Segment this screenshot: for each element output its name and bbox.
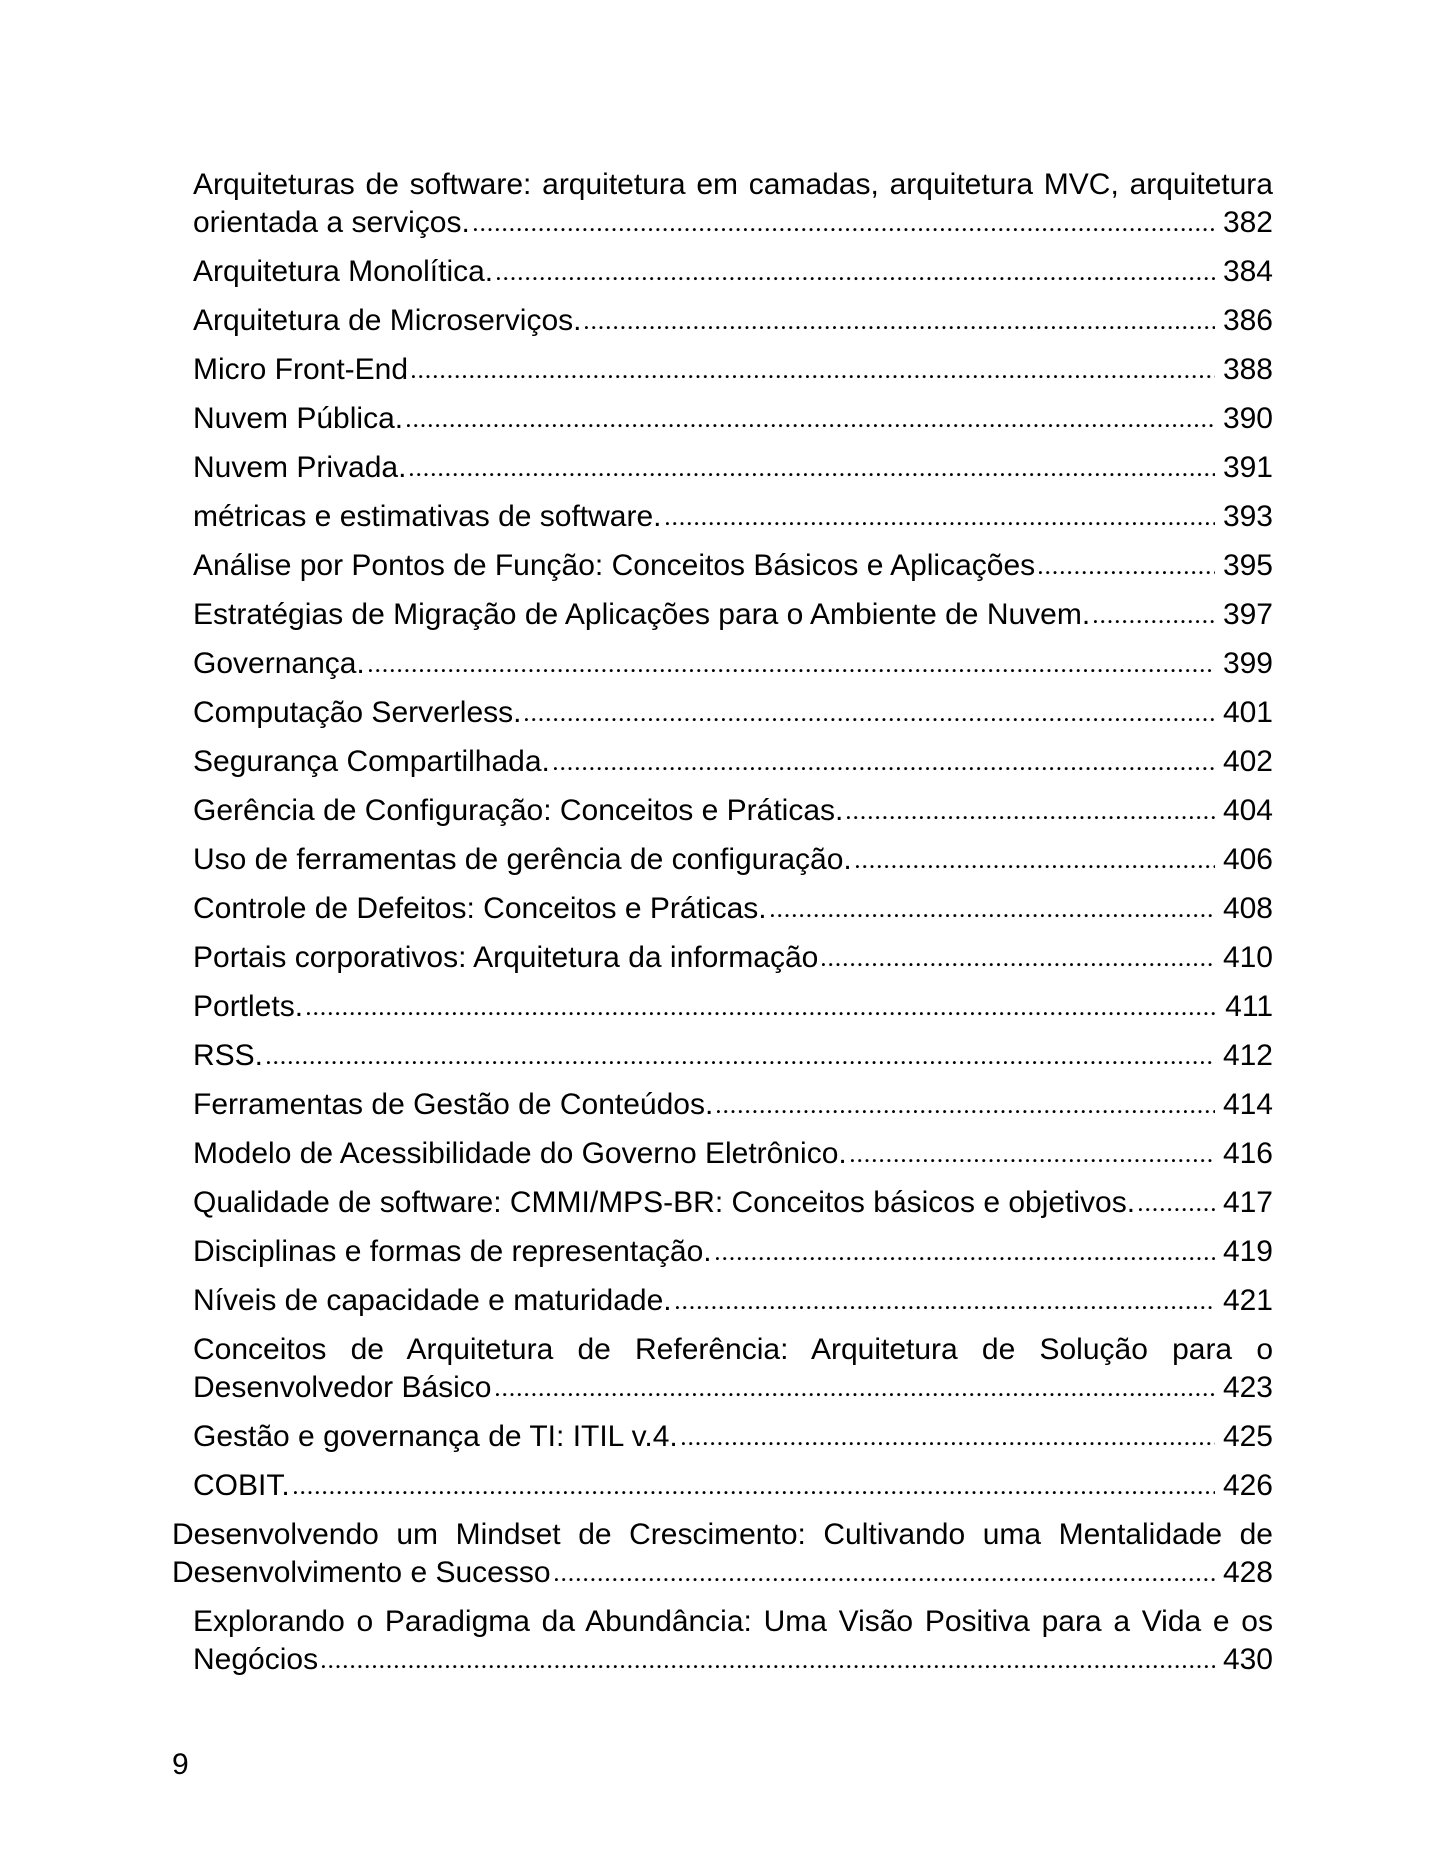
dot-leader [666,521,1215,526]
dot-leader [555,1577,1215,1582]
toc-entry-page-number: 426 [1222,1469,1273,1502]
toc-entry[interactable] [193,988,1273,1026]
toc-entry-last-line [193,498,1273,536]
toc-entry-title: Portais corporativos: Arquitetura da informação [193,941,819,974]
dot-leader [1094,619,1215,624]
toc-entry-last-line [193,547,1273,585]
toc-entry[interactable] [193,694,1273,732]
toc-entry-title: RSS. [193,1039,264,1072]
dot-leader [676,1305,1215,1310]
toc-entry-title: Desenvolvedor Básico [193,1371,492,1404]
table-of-contents [172,166,1273,1690]
dot-leader [851,1158,1215,1163]
dot-leader [771,913,1215,918]
toc-entry[interactable] [193,547,1273,585]
toc-entry[interactable] [193,302,1273,340]
toc-entry[interactable] [172,1516,1273,1592]
toc-entry-title: orientada a serviços. [193,206,470,239]
toc-entry-last-line [193,694,1273,732]
toc-entry-last-line [193,1369,1273,1407]
toc-entry-title: Micro Front-End [193,353,409,386]
toc-entry-page-number: 393 [1222,500,1273,533]
toc-entry-title: Uso de ferramentas de gerência de configuração. [193,843,852,876]
toc-entry-last-line [193,1037,1273,1075]
toc-entry-page-number: 402 [1222,745,1273,778]
toc-entry-last-line [193,1086,1273,1124]
toc-entry-title: métricas e estimativas de software. [193,500,662,533]
dot-leader [1139,1207,1215,1212]
toc-entry[interactable] [193,890,1273,928]
toc-entry-last-line [193,1135,1273,1173]
dot-leader [474,227,1215,232]
toc-entry[interactable] [193,400,1273,438]
dot-leader [407,423,1215,428]
toc-entry[interactable] [193,645,1273,683]
toc-entry[interactable] [193,792,1273,830]
toc-entry-page-number: 395 [1222,549,1273,582]
toc-entry-page-number: 421 [1222,1284,1273,1317]
toc-entry-title: Nuvem Pública. [193,402,404,435]
toc-entry-page-number: 412 [1222,1039,1273,1072]
toc-entry[interactable] [193,253,1273,291]
toc-entry-last-line [193,449,1273,487]
toc-entry-page-number: 423 [1222,1371,1273,1404]
toc-entry[interactable] [193,939,1273,977]
toc-entry-title: Disciplinas e formas de representação. [193,1235,712,1268]
dot-leader [369,668,1215,673]
toc-entry-page-number: 384 [1222,255,1273,288]
toc-entry[interactable] [193,449,1273,487]
toc-entry-page-number: 399 [1222,647,1273,680]
toc-entry-last-line [193,302,1273,340]
toc-entry[interactable] [193,1184,1273,1222]
toc-entry[interactable] [193,166,1273,242]
toc-entry[interactable] [193,1331,1273,1407]
toc-entry-page-number: 410 [1222,941,1273,974]
toc-entry[interactable] [193,1467,1273,1505]
toc-entry-last-line [193,1418,1273,1456]
toc-entry-page-number: 401 [1222,696,1273,729]
toc-entry-page-number: 404 [1222,794,1273,827]
toc-entry-page-number: 406 [1222,843,1273,876]
toc-entry-title: Análise por Pontos de Função: Conceitos Básicos e Aplicações [193,549,1036,582]
toc-entry-wrapped-line: Arquiteturas de software: arquitetura em camadas, arquitetura MVC, arquitetura [193,168,1273,201]
dot-leader [267,1060,1215,1065]
toc-entry-page-number: 382 [1222,206,1273,239]
toc-entry[interactable] [193,1135,1273,1173]
toc-entry-wrapped-line: Explorando o Paradigma da Abundância: Uma Visão Positiva para a Vida e os [193,1605,1273,1638]
toc-entry-last-line [193,890,1273,928]
toc-entry-title: Arquitetura Monolítica. [193,255,494,288]
toc-entry-page-number: 408 [1222,892,1273,925]
toc-entry-page-number: 425 [1222,1420,1273,1453]
toc-entry[interactable] [193,1418,1273,1456]
toc-entry-title: Estratégias de Migração de Aplicações para o Ambiente de Nuvem. [193,598,1091,631]
toc-entry[interactable] [193,1282,1273,1320]
toc-entry-wrapped-line: Conceitos de Arquitetura de Referência: Arquitetura de Solução para o [193,1333,1273,1366]
dot-leader [497,276,1215,281]
toc-entry[interactable] [193,351,1273,389]
toc-entry-page-number: 430 [1222,1643,1273,1676]
toc-entry-title: Modelo de Acessibilidade do Governo Eletrônico. [193,1137,847,1170]
dot-leader [307,1011,1217,1016]
dot-leader [717,1109,1215,1114]
toc-entry-last-line [193,1184,1273,1222]
toc-entry-last-line [193,1467,1273,1505]
toc-entry-page-number: 397 [1222,598,1273,631]
dot-leader [525,717,1214,722]
toc-entry-title: Gestão e governança de TI: ITIL v.4. [193,1420,678,1453]
toc-entry-last-line [193,204,1273,242]
toc-entry-title: Nuvem Privada. [193,451,407,484]
dot-leader [322,1664,1215,1669]
toc-entry-title: Qualidade de software: CMMI/MPS-BR: Conceitos básicos e objetivos. [193,1186,1136,1219]
toc-entry-last-line [193,743,1273,781]
toc-entry-page-number: 414 [1222,1088,1273,1121]
toc-entry-page-number: 417 [1222,1186,1273,1219]
toc-entry[interactable] [193,1603,1273,1679]
toc-entry-page-number: 428 [1222,1556,1273,1589]
toc-entry[interactable] [193,743,1273,781]
toc-entry-page-number: 388 [1222,353,1273,386]
dot-leader [847,815,1215,820]
footer-page-number: 9 [172,1748,189,1781]
dot-leader [294,1490,1215,1495]
toc-entry-page-number: 391 [1222,451,1273,484]
dot-leader [856,864,1215,869]
toc-entry[interactable] [193,596,1273,634]
toc-entry-title: Governança. [193,647,365,680]
toc-entry-page-number: 419 [1222,1235,1273,1268]
toc-entry-last-line [193,1282,1273,1320]
toc-entry-last-line [193,988,1273,1026]
toc-entry-page-number: 386 [1222,304,1273,337]
dot-leader [822,962,1215,967]
toc-entry-page-number: 390 [1222,402,1273,435]
dot-leader [554,766,1215,771]
toc-entry-last-line [193,1233,1273,1271]
toc-entry[interactable] [193,1086,1273,1124]
toc-entry-title: COBIT. [193,1469,290,1502]
toc-entry-page-number: 416 [1222,1137,1273,1170]
toc-entry-title: Segurança Compartilhada. [193,745,550,778]
dot-leader [496,1392,1215,1397]
toc-entry-title: Níveis de capacidade e maturidade. [193,1284,672,1317]
toc-entry-page-number: 411 [1225,990,1273,1023]
toc-entry-last-line [172,1554,1273,1592]
dot-leader [682,1441,1215,1446]
toc-entry-title: Desenvolvimento e Sucesso [172,1556,551,1589]
toc-entry-wrapped-line: Desenvolvendo um Mindset de Crescimento: Cultivando uma Mentalidade de [172,1518,1273,1551]
toc-entry-last-line [193,645,1273,683]
toc-entry-title: Portlets. [193,990,304,1023]
dot-leader [1039,570,1215,575]
toc-entry[interactable] [193,841,1273,879]
toc-entry-title: Ferramentas de Gestão de Conteúdos. [193,1088,714,1121]
toc-entry[interactable] [193,498,1273,536]
toc-entry-title: Computação Serverless. [193,696,522,729]
toc-entry-last-line [193,939,1273,977]
toc-entry-title: Gerência de Configuração: Conceitos e Práticas. [193,794,844,827]
dot-leader [412,374,1215,379]
toc-entry-title: Controle de Defeitos: Conceitos e Práticas. [193,892,767,925]
dot-leader [410,472,1215,477]
toc-entry-last-line [193,351,1273,389]
dot-leader [585,325,1214,330]
toc-entry-last-line [193,596,1273,634]
toc-entry-last-line [193,1641,1273,1679]
toc-entry-title: Negócios [193,1643,319,1676]
dot-leader [716,1256,1215,1261]
toc-entry-title: Arquitetura de Microserviços. [193,304,582,337]
toc-entry-last-line [193,253,1273,291]
toc-entry-last-line [193,400,1273,438]
toc-entry-last-line [193,841,1273,879]
toc-entry[interactable] [193,1233,1273,1271]
toc-entry-last-line [193,792,1273,830]
toc-entry[interactable] [193,1037,1273,1075]
